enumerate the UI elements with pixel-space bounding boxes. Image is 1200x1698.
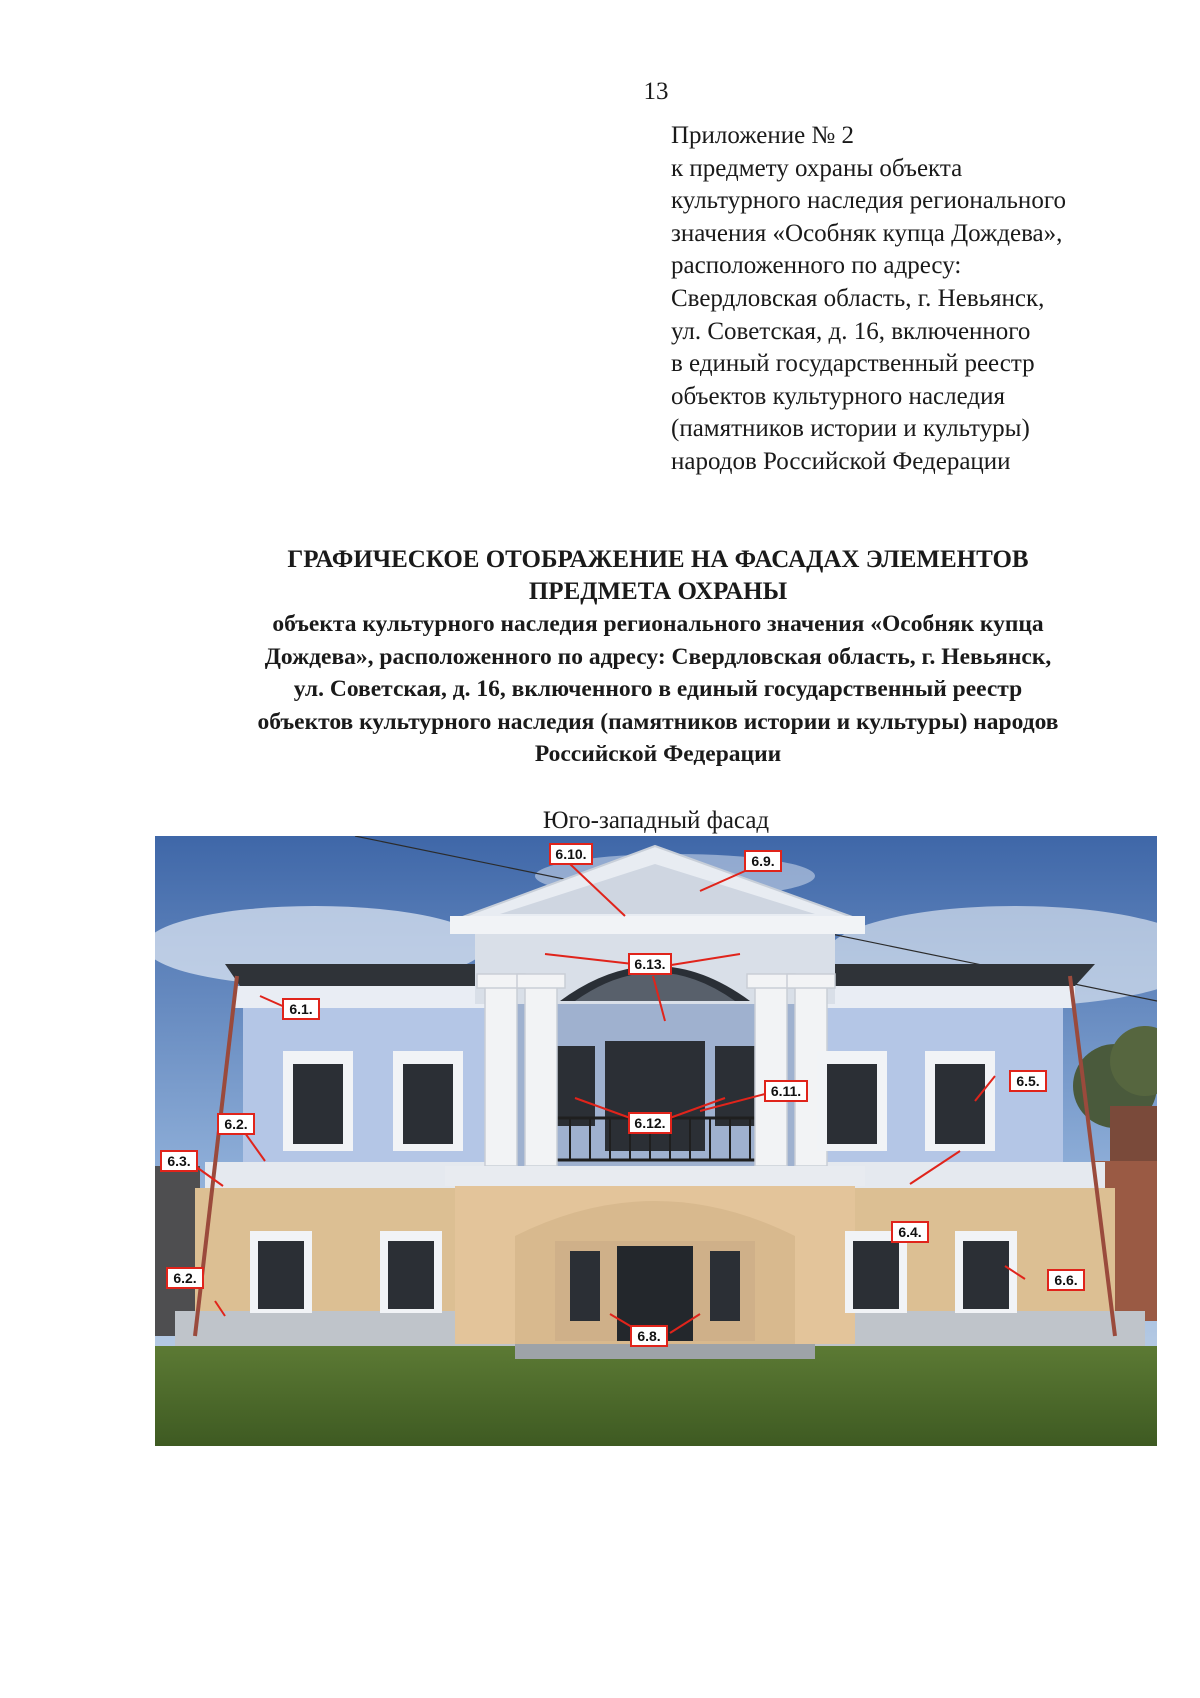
element-label bbox=[629, 954, 671, 974]
label-6-9: 6.9. bbox=[751, 853, 775, 869]
appendix-line: Свердловская область, г. Невьянск, bbox=[671, 284, 1045, 312]
appendix-line: объектов культурного наследия bbox=[671, 382, 1005, 410]
appendix-line: ул. Советская, д. 16, включенного bbox=[671, 317, 1031, 345]
facade-photo bbox=[155, 836, 1157, 1446]
element-label bbox=[629, 1113, 671, 1133]
facade-illustration bbox=[155, 836, 1157, 1446]
label-6-5: 6.5. bbox=[1016, 1073, 1040, 1089]
element-label bbox=[892, 1222, 928, 1242]
label-6-4: 6.4. bbox=[898, 1224, 922, 1240]
appendix-line: (памятников истории и культуры) bbox=[671, 415, 1030, 443]
lawn bbox=[155, 1346, 1157, 1446]
element-label bbox=[631, 1326, 667, 1346]
label-6-3: 6.3. bbox=[167, 1153, 191, 1169]
label-6-10: 6.10. bbox=[555, 846, 587, 862]
appendix-line: к предмету охраны объекта bbox=[671, 154, 963, 182]
element-label bbox=[161, 1151, 197, 1171]
element-label bbox=[283, 999, 319, 1019]
label-6-8: 6.8. bbox=[637, 1328, 661, 1344]
element-label bbox=[218, 1114, 254, 1134]
appendix-line: расположенного по адресу: bbox=[671, 252, 962, 280]
label-6-12: 6.12. bbox=[634, 1115, 666, 1131]
label-6-6: 6.6. bbox=[1054, 1272, 1078, 1288]
label-6-2-upper: 6.2. bbox=[224, 1116, 248, 1132]
appendix-note bbox=[671, 120, 1171, 479]
appendix-line: народов Российской Федерации bbox=[671, 447, 1011, 475]
label-6-1: 6.1. bbox=[289, 1001, 313, 1017]
facade-caption: Юго-западный фасад bbox=[542, 807, 770, 834]
element-label bbox=[745, 851, 781, 871]
title-line: ПРЕДМЕТА ОХРАНЫ bbox=[528, 578, 788, 605]
page-number: 13 bbox=[643, 78, 669, 105]
appendix-line: значения «Особняк купца Дождева», bbox=[671, 219, 1063, 247]
subtitle-line: Дождева», расположенного по адресу: Свердловская область, г. Невьянск, bbox=[264, 643, 1052, 670]
subtitle-line: Российской Федерации bbox=[534, 741, 782, 767]
element-label bbox=[1048, 1270, 1084, 1290]
element-label bbox=[765, 1081, 807, 1101]
label-6-11: 6.11. bbox=[770, 1083, 802, 1099]
appendix-line: культурного наследия регионального bbox=[671, 187, 1066, 215]
element-label bbox=[167, 1268, 203, 1288]
element-label bbox=[1010, 1071, 1046, 1091]
subtitle-line: объекта культурного наследия регионального значения «Особняк купца bbox=[272, 611, 1044, 637]
appendix-line: Приложение № 2 bbox=[671, 122, 855, 149]
title-line: ГРАФИЧЕСКОЕ ОТОБРАЖЕНИЕ НА ФАСАДАХ ЭЛЕМЕНТОВ bbox=[287, 546, 1029, 573]
subtitle-line: объектов культурного наследия (памятников истории и культуры) народов bbox=[257, 708, 1059, 735]
document-title bbox=[150, 544, 1166, 771]
subtitle-line: ул. Советская, д. 16, включенного в единый государственный реестр bbox=[293, 676, 1023, 702]
label-6-13: 6.13. bbox=[634, 956, 666, 972]
label-6-2-lower: 6.2. bbox=[173, 1270, 197, 1286]
element-label bbox=[550, 844, 592, 864]
appendix-line: в единый государственный реестр bbox=[671, 350, 1035, 378]
